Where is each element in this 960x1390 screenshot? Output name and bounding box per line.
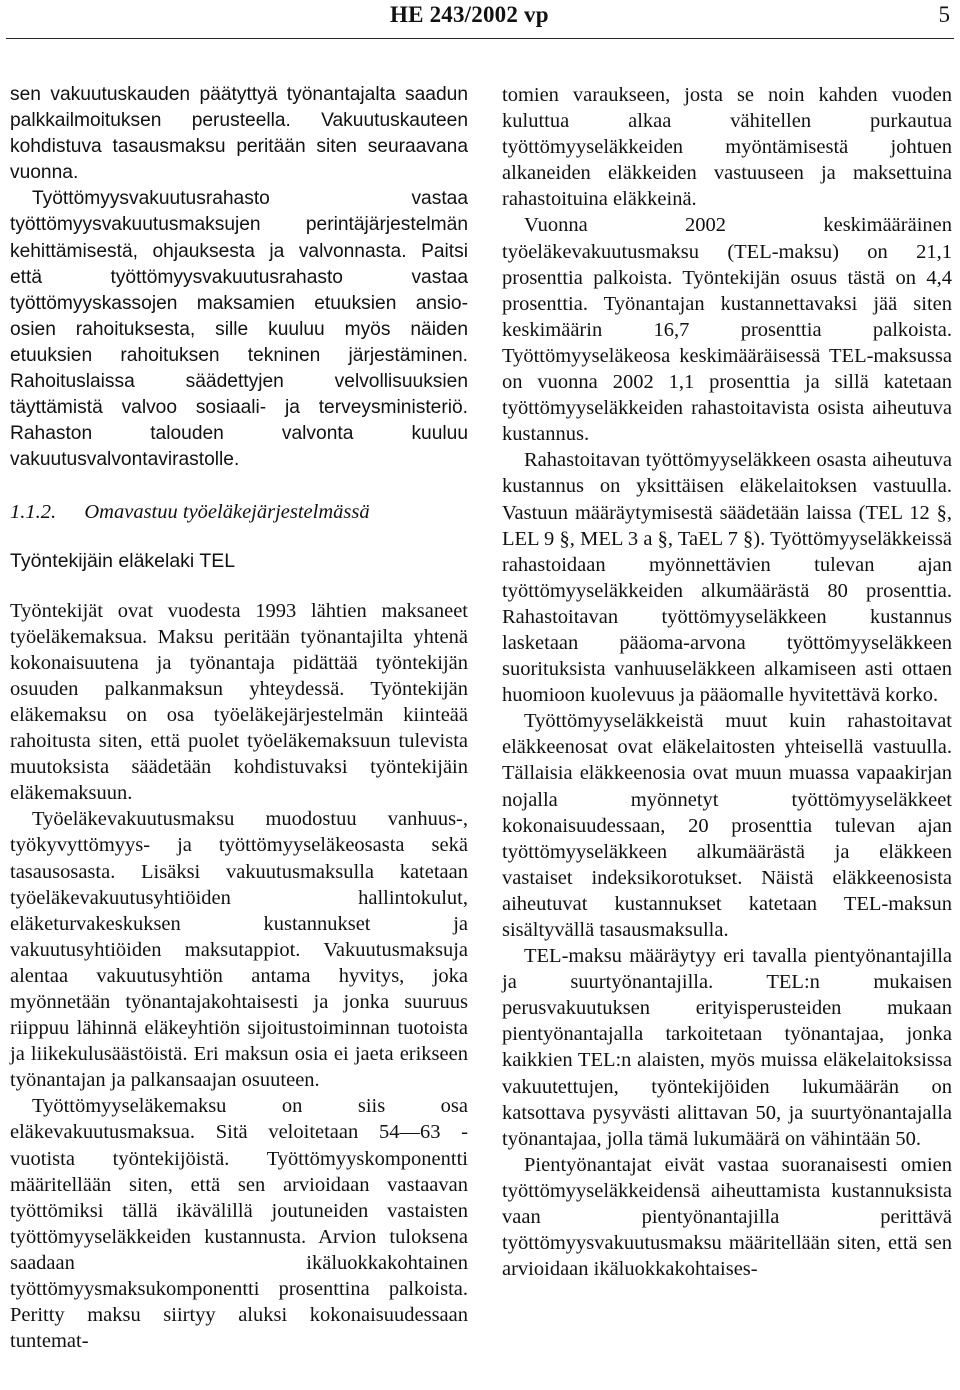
paragraph: Työeläkevakuutusmaksu muodostuu vanhuus-, työkyvyttömyys- ja työttömyyseläkeosasta sekä tasausosasta. Lisäksi vakuutusmaksulla katetaan työeläkevakuutusyhtiöiden hallintokulut, eläketurvakeskuksen kustannukset ja vakuutusyhtiöiden maksutappiot. Vakuutusmaksuja alentaa vakuutusyhtiön antama hyvitys, joka myönnetään työnantajakohtaisesti ja jonka suuruus riippuu lähinnä eläkeyhtiön sijoitustoiminnan tuotoista ja liikekulusäästöistä. Eri maksun osia ei jaeta erikseen työnantajan ja palkansaajan osuuteen. xyxy=(10,808,468,1092)
paragraph: TEL-maksu määräytyy eri tavalla pientyönantajilla ja suurtyönantajilla. TEL:n mukaisen perusvakuutuksen erityisperusteiden mukaan pientyönantajalla tarkoitetaan työnantajaa, jonka kaikkien TEL:n alaisten, myös muissa eläkelaitoksissa vakuutettujen, työntekijöiden lukumäärän on katsottava pysyvästi alittavan 50, ja suurtyönantajalla työnantajaa, jolla tämä lukumäärä on vähintään 50. xyxy=(502,945,952,1150)
paragraph: Vuonna 2002 keskimääräinen työeläkevakuutusmaksu (TEL-maksu) on 21,1 prosenttia palkoista. Työntekijän osuus tästä on 4,4 prosenttia. Työnantajan kustannettavaksi jää siten keskimäärin 16,7 prosenttia palkoista. Työttömyyseläkeosa keskimääräisessä TEL-maksussa on vuonna 2002 1,1 prosenttia ja sillä katetaan työttömyyseläkkeiden rahastoitavista osista aiheutuva kustannus. xyxy=(502,214,952,446)
header-divider xyxy=(6,38,954,39)
left-column xyxy=(10,82,468,1354)
section-number: 1.1.2. xyxy=(10,501,57,524)
paragraph: Pientyönantajat eivät vastaa suoranaisesti omien työttömyyseläkkeidensä aiheuttamista kustannuksista vaan pientyönantajilla perittävä työttömyysvakuutusmaksu määritellään siten, että sen arvioidaan ikäluokkakohtaises- xyxy=(502,1153,952,1281)
page-number: 5 xyxy=(938,2,950,27)
section-title: Omavastuu työeläkejärjestelmässä xyxy=(84,501,370,524)
paragraph: Rahastoitavan työttömyyseläkkeen osasta aiheutuva kustannus on yksittäisen eläkelaitoksen vastuulla. Vastuun määräytymisestä säädetään laissa (TEL 12 §, LEL 9 §, MEL 3 a §, TaEL 7 §). Työttömyyseläkkeissä rahastoidaan myönnettävien tulevan ajan työttömyyseläkkeiden alkumäärästä 80 prosenttia. Rahastoitavan työttömyyseläkkeen kustannus lasketaan pääoma-arvona työttömyyseläkkeen suorituksista vanhuuseläkkeen alkamiseen asti ottaen huomioon kuolevuus ja pääomalle hyvitettävä korko. xyxy=(502,449,952,707)
page-header xyxy=(0,2,960,30)
document-id: HE 243/2002 vp xyxy=(390,2,549,27)
paragraph: Työttömyyseläkkeistä muut kuin rahastoitavat eläkkeenosat ovat eläkelaitosten yhteisellä vastuulla. Tällaisia eläkkeenosia ovat muun muassa vapaakirjan nojalla myönnetyt työttömyyseläkkeet kokonaisuudessaan, 20 prosenttia tulevan ajan työttömyyseläkkeen alkumäärästä ja eläkkeen vastaiset indeksikorotukset. Näistä eläkkeenosista aiheutuvat kustannukset katetaan TEL-maksun sisältyvällä tasausmaksulla. xyxy=(502,710,952,941)
subheading: Työntekijäin eläkelaki TEL xyxy=(10,549,236,572)
paragraph: tomien varaukseen, josta se noin kahden vuoden kuluttua alkaa vähitellen purkautua työttömyyseläkkeiden myöntämisestä johtuen alkaneiden eläkkeiden vastuuseen ja maksettuina rahastoituina eläkkeinä. xyxy=(502,84,952,211)
paragraph: Työntekijät ovat vuodesta 1993 lähtien maksaneet työeläkemaksua. Maksu peritään työnantajilta yhtenä kokonaisuutena ja työnantaja pidättää työntekijän osuuden palkanmaksun yhteydessä. Työntekijän eläkemaksu on osa työeläkejärjestelmän kiinteää rahoitusta siten, että puolet työeläkemaksuun tulevista muutoksista säädetään kohdistuvaksi työntekijäin eläkemaksuun. xyxy=(10,599,468,805)
paragraph: Työttömyysvakuutusrahasto vastaa työttömyysvakuutusmaksujen perintäjärjestelmän kehittämisestä, ohjauksesta ja valvonnasta. Paitsi että työttömyysvakuutusrahasto vastaa työttömyyskassojen maksamien etuuksien ansio-osien rahoituksesta, sille kuuluu myös näiden etuuksien rahoituksen tekninen järjestäminen. Rahoituslaissa säädettyjen velvollisuuksien täyttämistä valvoo sosiaali- ja terveysministeriö. Rahaston talouden valvonta kuuluu vakuutusvalvontavirastolle. xyxy=(10,188,468,471)
paragraph: sen vakuutuskauden päätyttyä työnantajalta saadun palkkailmoituksen perusteella. Vakuutuskauteen kohdistuva tasausmaksu peritään siten seuraavana vuonna. xyxy=(10,84,468,184)
right-column xyxy=(502,82,952,1282)
paragraph: Työttömyyseläkemaksu on siis osa eläkevakuutusmaksua. Sitä veloitetaan 54—63 -vuotista työntekijöistä. Työttömyyskomponentti määritellään siten, että sen arvioidaan vastaavan työttömiksi tällä ikävälillä joutuneiden vastaisten työttömyyseläkkeiden kustannusta. Arvion tuloksena saadaan ikäluokkakohtainen työttömyysmaksukomponentti prosenttina palkoista. Peritty maksu siirtyy aluksi kokonaisuudessaan tuntemat- xyxy=(10,1095,468,1353)
section-heading xyxy=(10,499,468,525)
